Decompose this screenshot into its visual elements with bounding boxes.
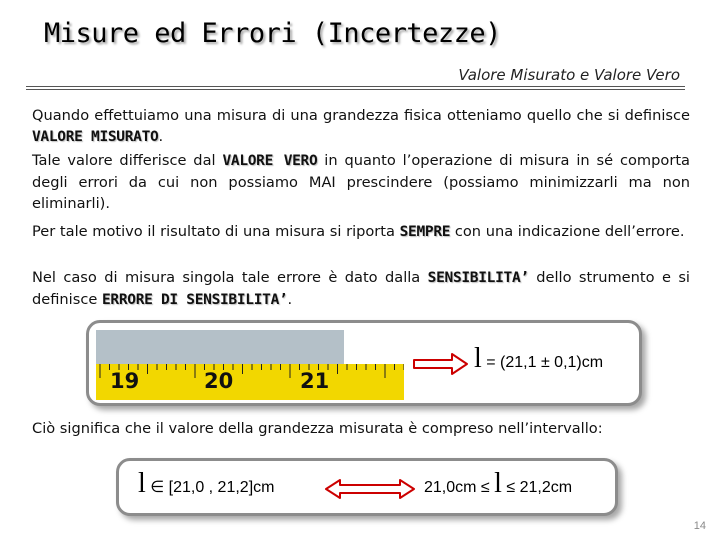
ruler-image [96, 330, 404, 400]
keyword-errore-sensibilita: ERRORE DI SENSIBILITA’ [101, 292, 288, 308]
length-symbol: l [474, 343, 482, 374]
inequality-right: ≤ 21,2cm [501, 479, 573, 496]
keyword-valore-vero: VALORE VERO [222, 153, 318, 169]
paragraph-sensibilita: Nel caso di misura singola tale errore è dato dalla SENSIBILITA’ dello strumento e si definisce ERRORE DI SENSIBILITA’. [32, 269, 690, 308]
slide-subtitle: Valore Misurato e Valore Vero [458, 66, 680, 84]
paragraph-valore-vero: Tale valore differisce dal VALORE VERO in quanto l’operazione di misura in sé comporta degli errori da cui non possiamo MAI prescindere (possiamo minimizzarli ma non eliminarli). [32, 152, 691, 212]
slide-title: Misure ed Errori (Incertezze) [44, 18, 501, 49]
length-symbol: l [138, 468, 146, 499]
inequality-left: 21,0cm ≤ [424, 479, 495, 496]
ruler-number-19: 19 [110, 369, 140, 393]
page-number: 14 [693, 520, 706, 532]
element-of-symbol: ∈ [150, 479, 165, 496]
paragraph-valore-misurato: Quando effettuiamo una misura di una grandezza fisica otteniamo quello che si definisce VALORE MISURATO. [32, 107, 690, 145]
ruler-tape [96, 364, 404, 400]
interval-value: [21,0 , 21,2]cm [168, 479, 275, 496]
result-value: = (21,1 ± 0,1)cm [486, 354, 604, 371]
implies-arrow-icon [412, 352, 470, 376]
keyword-sempre: SEMPRE [399, 224, 451, 240]
measurement-result [474, 343, 603, 375]
title-divider-top [26, 86, 685, 87]
inequality-notation [424, 468, 572, 500]
keyword-valore-misurato: VALORE MISURATO [32, 129, 159, 145]
title-divider-bottom [26, 89, 685, 90]
keyword-sensibilita: SENSIBILITA’ [427, 270, 529, 286]
paragraph-sempre: Per tale motivo il risultato di una misura si riporta SEMPRE con una indicazione dell’errore. [32, 223, 685, 240]
ruler-background [96, 330, 344, 364]
ruler-number-21: 21 [300, 369, 330, 393]
length-symbol: l [494, 468, 502, 499]
ruler-number-20: 20 [204, 369, 234, 393]
interval-notation [138, 468, 274, 500]
double-arrow-icon [324, 478, 416, 500]
interval-sentence: Ciò significa che il valore della grandezza misurata è compreso nell’intervallo: [32, 420, 603, 437]
